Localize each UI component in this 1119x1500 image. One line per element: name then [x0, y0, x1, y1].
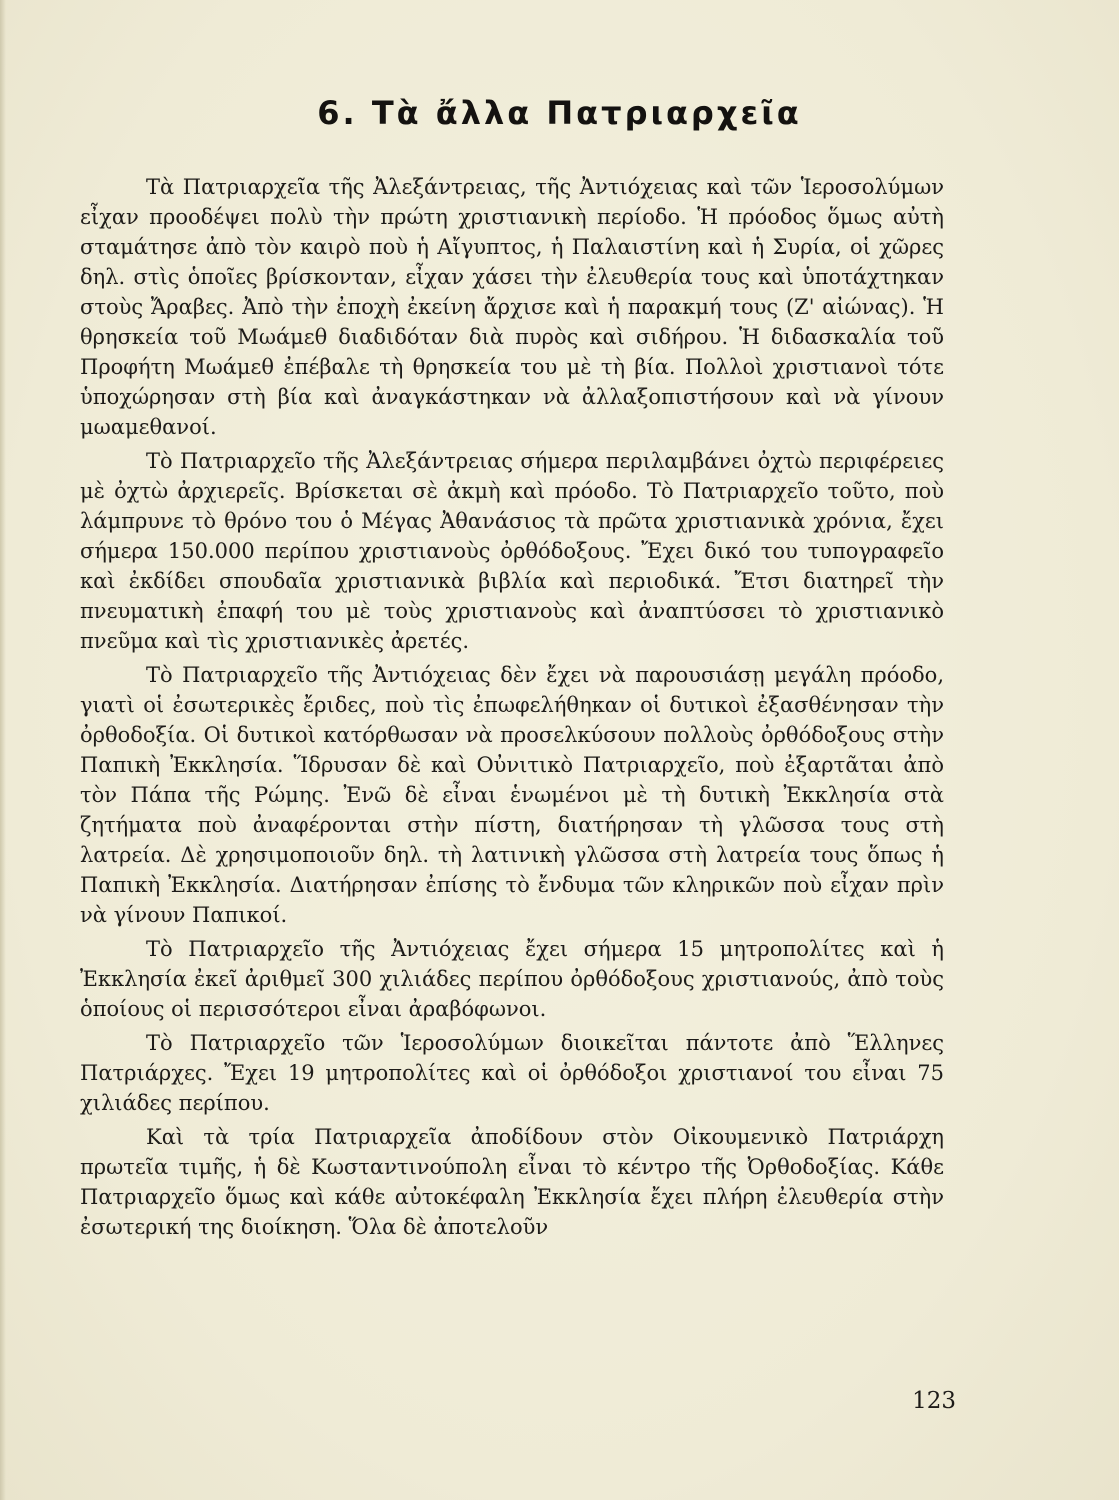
paragraph-1: Τὰ Πατριαρχεῖα τῆς Ἀλεξάντρειας, τῆς Ἀντιόχειας καὶ τῶν Ἱεροσολύμων εἶχαν προοδέψει πολὺ τὴν πρώτη χριστιανικὴ περίοδο. Ἡ πρόοδος ὅμως αὐτὴ σταμάτησε ἀπὸ τὸν καιρὸ ποὺ ἡ Αἴγυπτος, ἡ Παλαιστίνη καὶ ἡ Συρία, οἱ χῶρες δηλ. στὶς ὁποῖες βρίσκονταν, εἶχαν χάσει τὴν ἐλευθερία τους καὶ ὑποτάχτηκαν στοὺς Ἄραβες. Ἀπὸ τὴν ἐποχὴ ἐκείνη ἄρχισε καὶ ἡ παρακμή τους (Ζ' αἰώνας). Ἡ θρησκεία τοῦ Μωάμεθ διαδιδόταν διὰ πυρὸς καὶ σιδήρου. Ἡ διδασκαλία τοῦ Προφήτη Μωάμεθ ἐπέβαλε τὴ θρησκεία του μὲ τὴ βία. Πολλοὶ χριστιανοὶ τότε ὑποχώρησαν στὴ βία καὶ ἀναγκάστηκαν νὰ ἀλλαξοπιστήσουν καὶ νὰ γίνουν μωαμεθανοί.: [80, 175, 944, 439]
page-edge-shadow: [0, 0, 6, 1500]
page-number: 123: [912, 1388, 956, 1414]
body-text: [80, 172, 944, 1242]
paragraph-2: Τὸ Πατριαρχεῖο τῆς Ἀλεξάντρειας σήμερα περιλαμβάνει ὀχτὼ περιφέρειες μὲ ὀχτὼ ἀρχιερεῖς. Βρίσκεται σὲ ἀκμὴ καὶ πρόοδο. Τὸ Πατριαρχεῖο τοῦτο, ποὺ λάμπρυνε τὸ θρόνο του ὁ Μέγας Ἀθανάσιος τὰ πρῶτα χριστιανικὰ χρόνια, ἔχει σήμερα 150.000 περίπου χριστιανοὺς ὀρθόδοξους. Ἔχει δικό του τυπογραφεῖο καὶ ἐκδίδει σπουδαῖα χριστιανικὰ βιβλία καὶ περιοδικά. Ἔτσι διατηρεῖ τὴν πνευματικὴ ἐπαφή του μὲ τοὺς χριστιανοὺς καὶ ἀναπτύσσει τὸ χριστιανικὸ πνεῦμα καὶ τὶς χριστιανικὲς ἀρετές.: [80, 449, 944, 653]
chapter-heading: 6. Τὰ ἄλλα Πατριαρχεῖα: [317, 94, 802, 132]
paragraph-6: Καὶ τὰ τρία Πατριαρχεῖα ἀποδίδουν στὸν Οἰκουμενικὸ Πατριάρχη πρωτεῖα τιμῆς, ἡ δὲ Κωσταντινούπολη εἶναι τὸ κέντρο τῆς Ὀρθοδοξίας. Κάθε Πατριαρχεῖο ὅμως καὶ κάθε αὐτοκέφαλη Ἐκκλησία ἔχει πλήρη ἐλευθερία στὴν ἐσωτερική της διοίκηση. Ὅλα δὲ ἀποτελοῦν: [80, 1125, 944, 1239]
paragraph-4: Τὸ Πατριαρχεῖο τῆς Ἀντιόχειας ἔχει σήμερα 15 μητροπολίτες καὶ ἡ Ἐκκλησία ἐκεῖ ἀριθμεῖ 300 χιλιάδες περίπου ὀρθόδοξους χριστιανούς, ἀπὸ τοὺς ὁποίους οἱ περισσότεροι εἶναι ἀραβόφωνοι.: [80, 937, 944, 1021]
paragraph-3: Τὸ Πατριαρχεῖο τῆς Ἀντιόχειας δὲν ἔχει νὰ παρουσιάσῃ μεγάλη πρόοδο, γιατὶ οἱ ἐσωτερικὲς ἔριδες, ποὺ τὶς ἐπωφελήθηκαν οἱ δυτικοὶ ἐξασθένησαν τὴν ὀρθοδοξία. Οἱ δυτικοὶ κατόρθωσαν νὰ προσελκύσουν πολλοὺς ὀρθόδοξους στὴν Παπικὴ Ἐκκλησία. Ἵδρυσαν δὲ καὶ Οὐνιτικὸ Πατριαρχεῖο, ποὺ ἐξαρτᾶται ἀπὸ τὸν Πάπα τῆς Ρώμης. Ἐνῶ δὲ εἶναι ἑνωμένοι μὲ τὴ δυτικὴ Ἐκκλησία στὰ ζητήματα ποὺ ἀναφέρονται στὴν πίστη, διατήρησαν τὴ γλῶσσα τους στὴ λατρεία. Δὲ χρησιμοποιοῦν δηλ. τὴ λατινικὴ γλῶσσα στὴ λατρεία τους ὅπως ἡ Παπικὴ Ἐκκλησία. Διατήρησαν ἐπίσης τὸ ἔνδυμα τῶν κληρικῶν ποὺ εἶχαν πρὶν νὰ γίνουν Παπικοί.: [80, 663, 944, 927]
paragraph-5: Τὸ Πατριαρχεῖο τῶν Ἱεροσολύμων διοικεῖται πάντοτε ἀπὸ Ἕλληνες Πατριάρχες. Ἔχει 19 μητροπολίτες καὶ οἱ ὀρθόδοξοι χριστιανοί του εἶναι 75 χιλιάδες περίπου.: [80, 1031, 944, 1115]
